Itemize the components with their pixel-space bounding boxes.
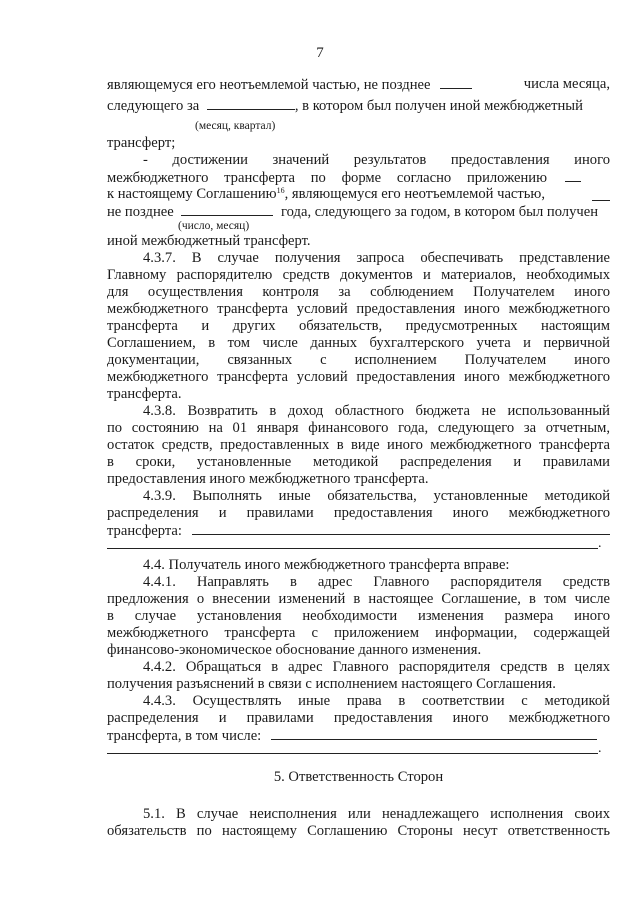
paragraph-line: межбюджетного трансферта с приложением информации, содержащей — [107, 625, 610, 641]
text-line: трансферт; — [107, 135, 176, 151]
paragraph-line: Главному распорядителю средств документов и материалов, необходимых — [107, 267, 610, 283]
paragraph-line: 4.4. Получатель иного межбюджетного трансферта вправе: — [143, 557, 510, 573]
paragraph-line: трансферта. — [107, 386, 182, 402]
blank-line — [107, 753, 598, 754]
period-mark: . — [598, 536, 602, 551]
blank-field — [592, 188, 610, 201]
paragraph-line: предоставления иного межбюджетного трансферта. — [107, 471, 429, 487]
paragraph-line: остаток средств, предоставленных в виде иного межбюджетного трансферта — [107, 437, 610, 453]
section-heading: 5. Ответственность Сторон — [273, 769, 444, 785]
text-line: иной межбюджетный трансферт. — [107, 233, 311, 249]
paragraph-line: получения разъяснений в связи с исполнением настоящего Соглашения. — [107, 676, 556, 692]
paragraph-line: 4.4.2. Обращаться в адрес Главного распорядителя средств в целях — [143, 659, 610, 675]
paragraph-line: обязательств по настоящему Соглашению Стороны несут ответственность — [107, 823, 610, 839]
blank-field — [271, 727, 597, 740]
paragraph-line: трансферта: — [107, 522, 610, 540]
blank-field — [181, 203, 273, 216]
paragraph-line: в случае установления необходимости изменения размера иного — [107, 608, 610, 624]
paragraph-line: 5.1. В случае неисполнения или ненадлежащего исполнения своих — [143, 806, 610, 822]
paragraph-line: распределения и правилами предоставления иного межбюджетного — [107, 505, 610, 521]
paragraph-line: 4.4.3. Осуществлять иные права в соответствии с методикой — [143, 693, 610, 709]
page-number: 7 — [316, 45, 324, 61]
paragraph-line: межбюджетного трансферта условий предоставления иного межбюджетного — [107, 369, 610, 385]
field-caption: (месяц, квартал) — [195, 120, 276, 132]
text-line: являющемуся его неотъемлемой частью, не позднее числа месяца, — [107, 76, 610, 93]
paragraph-line: трансферта, в том числе: — [107, 727, 610, 745]
blank-line — [107, 548, 598, 549]
period-mark: . — [598, 741, 602, 756]
text-line: - достижении значений результатов предоставления иного — [143, 152, 610, 168]
paragraph-line: для осуществления контроля за соблюдением Получателем иного — [107, 284, 610, 300]
paragraph-line: 4.3.8. Возвратить в доход областного бюджета не использованный — [143, 403, 610, 419]
paragraph-line: 4.3.9. Выполнять иные обязательства, установленные методикой — [143, 488, 610, 504]
blank-field — [207, 97, 295, 110]
paragraph-line: финансово-экономическое обоснование данного изменения. — [107, 642, 482, 658]
text-line: следующего за , в котором был получен иной межбюджетный — [107, 98, 583, 114]
paragraph-line: 4.4.1. Направлять в адрес Главного распорядителя средств — [143, 574, 610, 590]
paragraph-line: по состоянию на 01 января финансового года, следующего за отчетным, — [107, 420, 610, 436]
paragraph-line: в сроки, установленные методикой распределения и правилами — [107, 454, 610, 470]
text-line: межбюджетного трансферта по форме согласно приложению — [107, 169, 610, 187]
paragraph-line: трансферта и других обязательств, предусмотренных настоящим — [107, 318, 610, 334]
blank-field — [565, 169, 581, 182]
paragraph-line: 4.3.7. В случае получения запроса обеспечивать представление — [143, 250, 610, 266]
blank-field — [440, 76, 472, 89]
paragraph-line: распределения и правилами предоставления иного межбюджетного — [107, 710, 610, 726]
field-caption: (число, месяц) — [178, 220, 250, 232]
paragraph-line: предложения о внесении изменений в настоящее Соглашение, в том числе — [107, 591, 610, 607]
text-line: к настоящему Соглашению$^{16}$, являющемуся его неотъемлемой частью, — [107, 186, 610, 203]
text-line: не позднее года, следующего за годом, в котором был получен — [107, 204, 599, 220]
blank-field — [192, 522, 610, 535]
paragraph-line: документации, связанных с исполнением Получателем иного — [107, 352, 610, 368]
paragraph-line: межбюджетного трансферта условий предоставления иного межбюджетного — [107, 301, 610, 317]
paragraph-line: Соглашением, в том числе данных бухгалтерского учета и первичной — [107, 335, 610, 351]
